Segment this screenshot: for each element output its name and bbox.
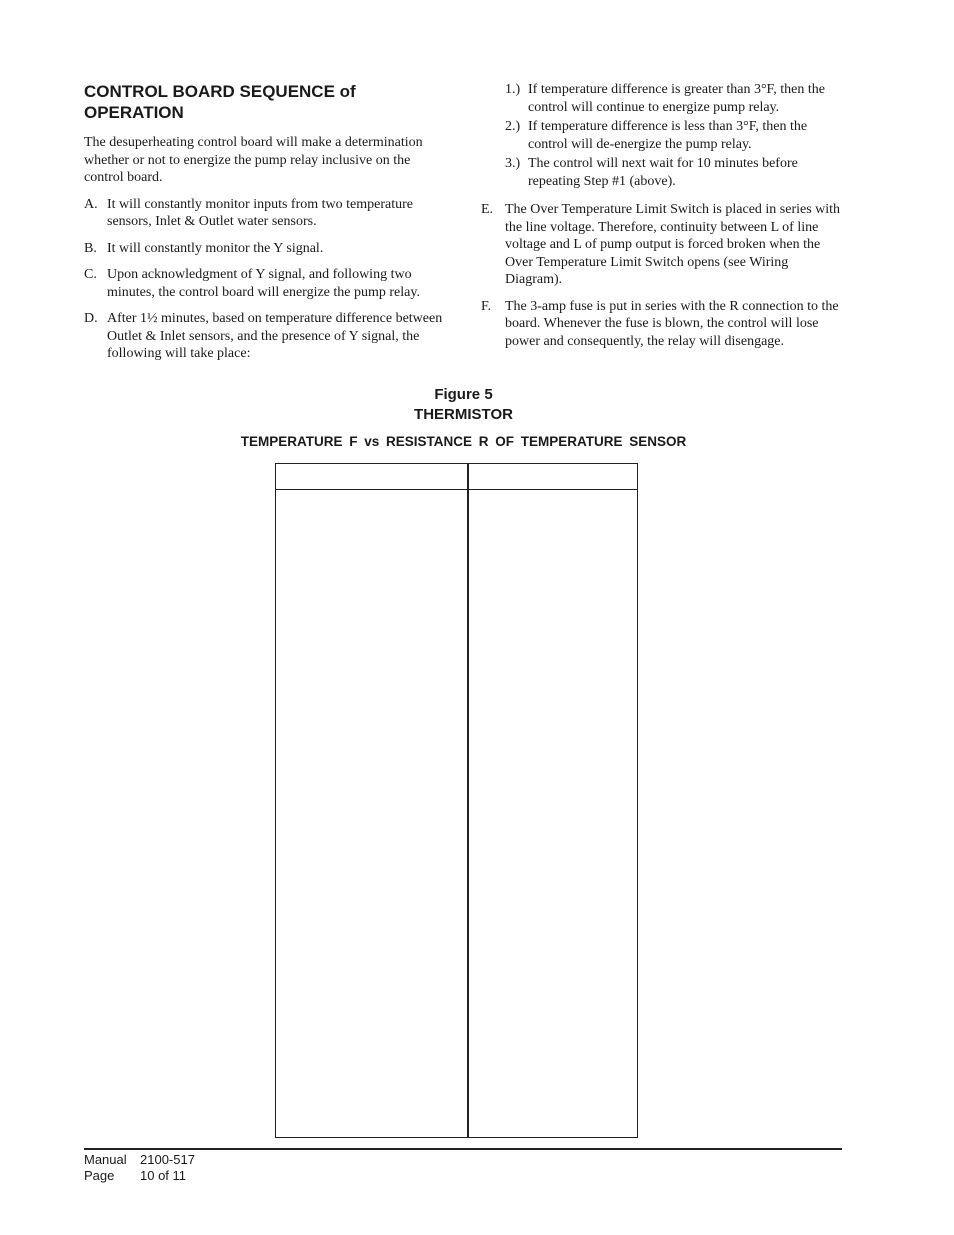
- sub-marker: 1.): [505, 82, 521, 97]
- list-item-e: [481, 201, 843, 289]
- footer-page: [84, 1168, 186, 1183]
- list-item-text: It will constantly monitor the Y signal.: [107, 240, 324, 256]
- sub-marker: 2.): [505, 119, 521, 134]
- list-marker: A.: [84, 196, 98, 212]
- figure-number: Figure 5: [434, 386, 493, 403]
- sub-item-text: The control will next wait for 10 minutes before repeating Step #1 (above).: [528, 156, 798, 189]
- figure-title: THERMISTOR: [414, 406, 513, 423]
- sub-item-1: [481, 81, 843, 116]
- list-marker: C.: [84, 267, 97, 282]
- footer-rule: [84, 1148, 842, 1150]
- figure-subtitle: TEMPERATURE F vs RESISTANCE R OF TEMPERATURE SENSOR: [240, 434, 687, 449]
- list-marker: D.: [84, 311, 98, 326]
- list-item-text: It will constantly monitor inputs from two temperature sensors, Inlet & Outlet water sensors.: [107, 196, 413, 229]
- page-label: Page: [84, 1168, 115, 1183]
- sub-marker: 3.): [505, 156, 521, 171]
- sub-item-text: If temperature difference is less than 3°F, then the control will de-energize the pump relay.: [528, 119, 808, 152]
- list-item-text: The Over Temperature Limit Switch is placed in series with the line voltage. Therefore, continuity between L of line voltage and L of pump output is forced broken when the Over Temperature Limit Switch opens (see Wiring Diagram).: [505, 202, 841, 287]
- list-item-text: After 1½ minutes, based on temperature difference between Outlet & Inlet sensors, and the presence of Y signal, the following will take place:: [107, 311, 443, 361]
- table-column-divider: [467, 464, 469, 1137]
- list-item-a: [84, 196, 449, 231]
- page-number: 10 of 11: [140, 1168, 187, 1183]
- list-item-f: [481, 298, 843, 351]
- list-item-b: [84, 240, 449, 258]
- manual-label: Manual: [84, 1152, 127, 1167]
- list-marker: F.: [481, 298, 492, 314]
- list-item-d: [84, 310, 449, 363]
- footer-manual: [84, 1152, 195, 1167]
- list-item-text: The 3-amp fuse is put in series with the R connection to the board. Whenever the fuse is blown, the control will lose power and consequently, the relay will disengage.: [505, 298, 839, 349]
- table-header-divider: [276, 489, 637, 490]
- sub-item-text: If temperature difference is greater than 3°F, then the control will continue to energize pump relay.: [528, 82, 825, 115]
- list-marker: E.: [481, 202, 494, 217]
- section-heading: CONTROL BOARD SEQUENCE of OPERATION: [84, 82, 356, 122]
- sub-item-2: [481, 118, 843, 153]
- right-column: [481, 81, 843, 359]
- list-item-text: Upon acknowledgment of Y signal, and following two minutes, the control board will energize the pump relay.: [107, 267, 420, 300]
- thermistor-table: [275, 463, 638, 1138]
- list-marker: B.: [84, 240, 97, 256]
- sub-item-3: [481, 155, 843, 190]
- intro-paragraph: The desuperheating control board will make a determination whether or not to energize the pump relay inclusive on the control board.: [84, 135, 423, 185]
- list-item-c: [84, 266, 449, 301]
- manual-number: 2100-517: [140, 1152, 195, 1167]
- left-column: [84, 134, 449, 372]
